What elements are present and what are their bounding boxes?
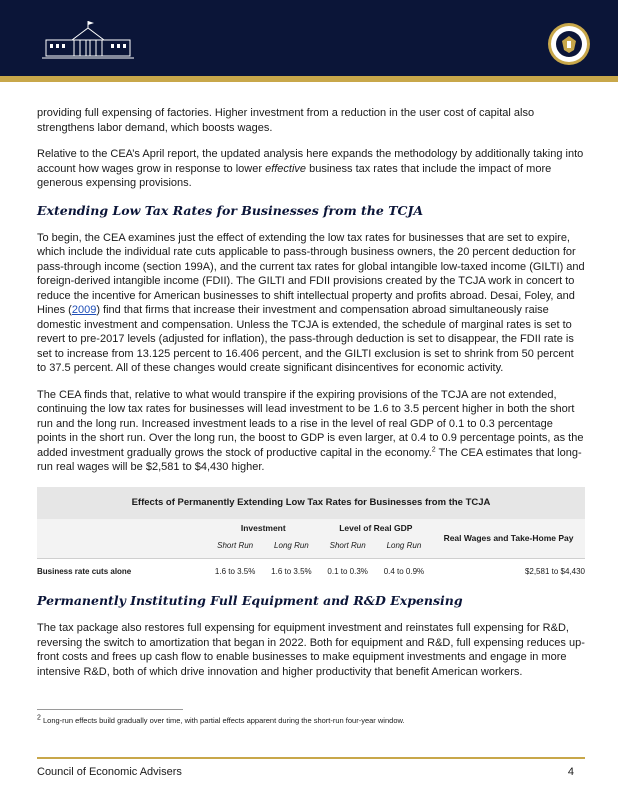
citation-link[interactable]: 2009 (71, 304, 97, 316)
col-short-run: Short Run (320, 537, 376, 558)
cell-inv-long: 1.6 to 3.5% (263, 558, 319, 583)
page-number: 4 (567, 766, 574, 778)
col-group-wages: Real Wages and Take-Home Pay (432, 519, 585, 559)
col-long-run: Long Run (376, 537, 432, 558)
header-gold-rule (0, 76, 618, 82)
cell-wages: $2,581 to $4,430 (432, 558, 585, 583)
paragraph: To begin, the CEA examines just the effect of extending the low tax rates for businesses that are set to expire, which include the individual rate cuts applicable to pass-through business owners, the 20 percent deduction for pass-through income (section 199A), and the current tax rates for global intangible low-taxed income (GILTI) and foreign-derived intangible income (FDII). The GILTI and FDII provisions created by the TCJA work in concert to reduce the incentive for American businesses to shift intellectual property and profits abroad. Desai, Foley, and Hines (2009) find that firms that increase their investment and compensation abroad simultaneously raise domestic investment and compensation. Unless the TCJA is extended, the schedule of marginal rates is set to revert to pre-2017 levels (adjusted for inflation), the pass-through deduction is set to disappear, the FDII rate is set to increase from 13.125 percent to 16.406 percent, and the GILTI exclusion is set to shrink from 50 percent to 37.5 percent. All of these changes would create significant disincentives for economic activity. (37, 231, 585, 374)
footnote-number: 2 (37, 714, 41, 722)
cell-inv-short: 1.6 to 3.5% (207, 558, 263, 583)
paragraph: Relative to the CEA’s April report, the updated analysis here expands the methodology by additionally taking into account how wages grow in response to lower effective business tax rates that include the impact of more generous expensing provisions. (37, 148, 584, 189)
paragraph: providing full expensing of factories. Higher investment from a reduction in the user cost of capital also strengthens labor demand, which boosts wages. (37, 107, 535, 134)
footer-gold-rule (37, 757, 585, 759)
presidential-seal-icon (547, 22, 591, 66)
row-label: Business rate cuts alone (37, 558, 207, 583)
cell-gdp-long: 0.4 to 0.9% (376, 558, 432, 583)
white-house-icon (38, 18, 138, 62)
cell-gdp-short: 0.1 to 0.3% (320, 558, 376, 583)
effects-table (37, 487, 585, 584)
footnote: $^2$ Long-run effects build gradually over time, with partial effects apparent during the short-run four-year window. (37, 714, 405, 725)
paragraph: The CEA finds that, relative to what would transpire if the expiring provisions of the TCJA are not extended, continuing the low tax rates for businesses will lead investment to be 1.6 to 3.5 percent higher in both the short run and the long run. Increased investment leads to a rise in the level of real GDP of 0.1 to 0.3 percentage points in the short run. Over the long run, the boost to GDP is even larger, at 0.4 to 0.9 percentage points, as the added investment gradually grows the stock of productive capital in the economy.$^2$ The CEA estimates that long-run real wages will be $2,581 to $4,430 higher. (37, 388, 584, 473)
paragraph: The tax package also restores full expensing for equipment investment and reinstates full expensing for R&D, reversing the switch to amortization that began in 2022. Both for equipment and R&D, full expensing reduces up-front costs and frees up cash flow to enable businesses to make equipment investments and engage in more intensive R&D, both of which drive innovation and higher productivity that benefit American workers. (37, 622, 585, 678)
footnote-divider (37, 709, 183, 710)
col-short-run: Short Run (207, 537, 263, 558)
page-header (0, 0, 618, 76)
footnote-ref[interactable]: 2 (431, 445, 436, 453)
table-title: Effects of Permanently Extending Low Tax Rates for Businesses from the TCJA (37, 487, 585, 519)
col-group-gdp: Level of Real GDP (320, 519, 433, 538)
col-long-run: Long Run (263, 537, 319, 558)
page-body (37, 106, 585, 691)
section-heading: Permanently Instituting Full Equipment and R&D Expensing (37, 593, 463, 608)
section-heading: Extending Low Tax Rates for Businesses from the TCJA (37, 202, 424, 218)
table-row (37, 558, 585, 583)
emphasis: effective (265, 162, 307, 175)
col-group-investment: Investment (207, 519, 320, 538)
footer-title: Council of Economic Advisers (37, 766, 182, 778)
